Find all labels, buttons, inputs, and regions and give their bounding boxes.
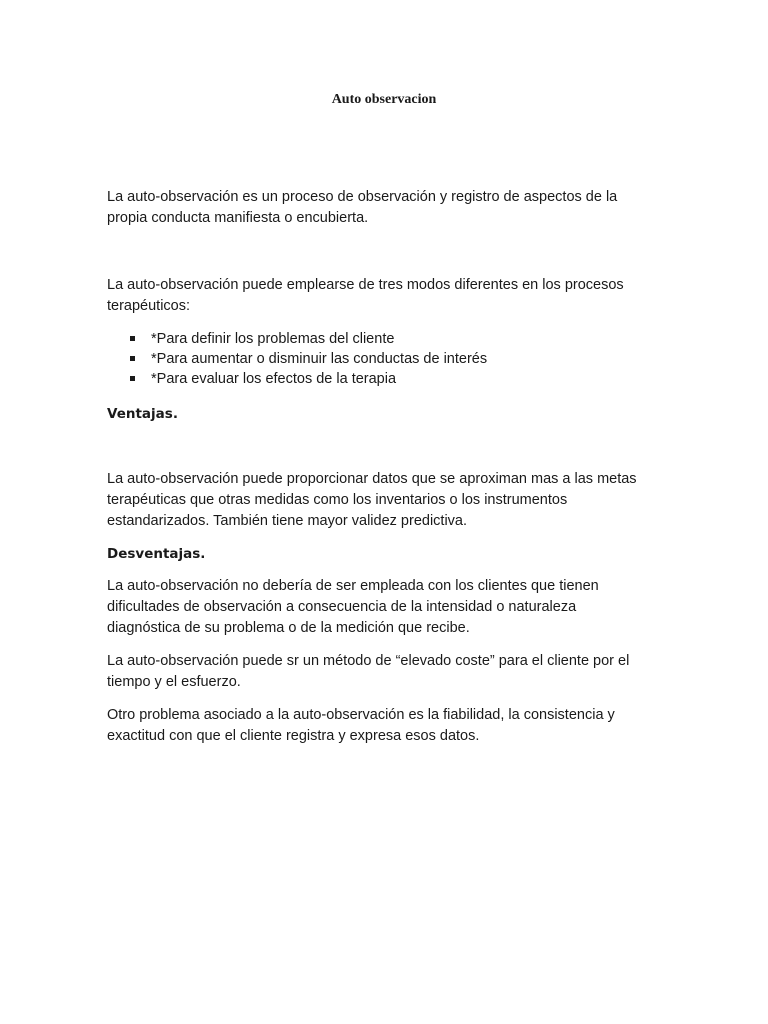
ventajas-paragraph (107, 469, 667, 532)
square-bullet-icon (130, 376, 135, 381)
paragraph-line: La auto-observación no debería de ser empleada con los clientes que tienen (107, 578, 599, 594)
paragraph-line: estandarizados. También tiene mayor validez predictiva. (107, 513, 468, 529)
paragraph-line: Otro problema asociado a la auto-observación es la fiabilidad, la consistencia y (107, 707, 615, 723)
square-bullet-icon (130, 336, 135, 341)
paragraph-line: La auto-observación puede proporcionar datos que se aproximan mas a las metas (107, 471, 637, 487)
intro-paragraph (107, 187, 667, 229)
list-item-text: *Para evaluar los efectos de la terapia (151, 371, 397, 387)
paragraph-line: terapéuticos: (107, 298, 191, 314)
paragraph-line: propia conducta manifiesta o encubierta. (107, 210, 369, 226)
ventajas-heading: Ventajas. (107, 406, 178, 422)
paragraph-line: exactitud con que el cliente registra y expresa esos datos. (107, 728, 480, 744)
paragraph-line: La auto-observación puede emplearse de tres modos diferentes en los procesos (107, 277, 624, 293)
paragraph-line: diagnóstica de su problema o de la medición que recibe. (107, 620, 470, 636)
paragraph-line: terapéuticas que otras medidas como los inventarios o los instrumentos (107, 492, 568, 508)
desventajas-heading: Desventajas. (107, 546, 206, 562)
paragraph-line: La auto-observación puede sr un método de “elevado coste” para el cliente por el (107, 653, 630, 669)
square-bullet-icon (130, 356, 135, 361)
paragraph-line: La auto-observación es un proceso de observación y registro de aspectos de la (107, 189, 618, 205)
desventajas-paragraph-1 (107, 576, 667, 639)
modes-paragraph (107, 275, 667, 317)
document-title: Auto observacion (331, 92, 437, 107)
list-item-text: *Para aumentar o disminuir las conductas de interés (151, 351, 488, 367)
modes-bullet-list (107, 329, 487, 389)
list-item (107, 369, 487, 389)
paragraph-line: tiempo y el esfuerzo. (107, 674, 241, 690)
list-item (107, 329, 487, 349)
list-item (107, 349, 487, 369)
desventajas-paragraph-3 (107, 705, 667, 747)
paragraph-line: dificultades de observación a consecuencia de la intensidad o naturaleza (107, 599, 577, 615)
list-item-text: *Para definir los problemas del cliente (151, 331, 395, 347)
desventajas-paragraph-2 (107, 651, 667, 693)
